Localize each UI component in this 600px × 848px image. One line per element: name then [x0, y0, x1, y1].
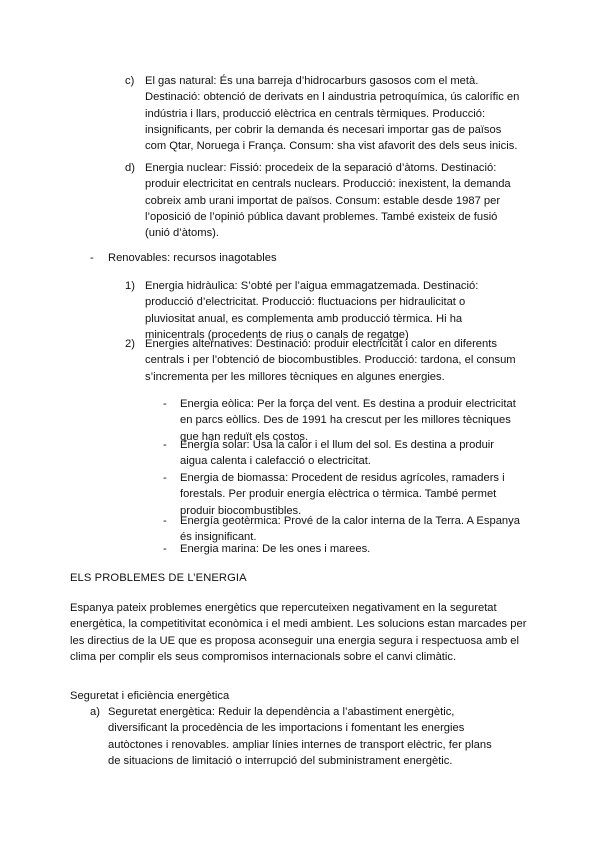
sub-bullet-text: Energía solar: Usa la calor i el llum del sol. Es destina a produir aigua calenta i calefacció o electricitat.	[180, 439, 495, 468]
list-item-text: Energies alternatives: Destinació: produir electricitat i calor en diferents centrals i per l’obtenció de biocombustibles. Producció: tardona, el consum s’incrementa per les millores tècniques en algunes energies.	[145, 338, 516, 383]
bullet-marker: -	[163, 472, 167, 484]
body-paragraph: Espanya pateix problemes energètics que repercuteixen negativament en la seguretat energètica, la competitivitat econòmica i el medi ambient. Les solucions estan marcades per les directius de la UE que es proposa aconseguir una energia segura i respectuosa amb el clima per complir els seus compromisos internacionals sobre el canvi climàtic.	[70, 602, 527, 663]
bullet-marker: -	[163, 439, 167, 451]
list-marker: c)	[125, 75, 135, 87]
sub-bullet-text: Energia marina: De les ones i marees.	[180, 543, 371, 555]
subheading: Seguretat i eficiència energètica	[70, 690, 230, 702]
bullet-text: Renovables: recursos inagotables	[108, 252, 277, 264]
bullet-marker: -	[163, 543, 167, 555]
sub-bullet-text: Energia de biomassa: Procedent de residus agrícoles, ramaders i forestals. Per produir energía elèctrica o tèrmica. També permet produir biocombustibles.	[180, 472, 505, 517]
sub-bullet-text: Energía geotèrmica: Prové de la calor interna de la Terra. A Espanya és insignificant.	[180, 515, 520, 544]
bullet-marker: -	[163, 515, 167, 527]
bullet-marker: -	[163, 398, 167, 410]
list-item-text: El gas natural: És una barreja d’hidrocarburs gasosos com el metà. Destinació: obtenció de derivats en l aindustria petroquímica, ús calorífic en indústria i llars, producció elèctrica en centrals tèrmiques. Producció: insignificants, per cobrir la demanda és necesari importar gas de països com Qtar, Noruega i França. Consum: sha vist afavorit des dels seus inicis.	[145, 75, 520, 153]
list-item-text: Seguretat energètica: Reduir la dependència a l’abastiment energètic, diversificant la procedència de les importacions i fomentant les energies autòctones i renovables. ampliar línies internes de transport elèctric, fer plans de situacions de limitació o interrupció del subministrament energètic.	[108, 706, 492, 767]
list-marker: d)	[125, 162, 135, 174]
list-marker: 1)	[125, 280, 135, 292]
list-item-text: Energia hidràulica: S’obté per l’aigua emmagatzemada. Destinació: producció d’electricitat. Producció: fluctuacions per hidraulicitat o pluviositat anual, es complementa amb producció tèrmica. Hi ha minicentrals (procedents de rius o canals de regatge)	[145, 280, 479, 341]
list-marker: a)	[90, 706, 100, 718]
list-marker: 2)	[125, 338, 135, 350]
list-item-text: Energia nuclear: Fissió: procedeix de la separació d’àtoms. Destinació: produir electricitat en centrals nuclears. Producció: inexistent, la demanda cobreix amb urani importat de països. Consum: estable desde 1987 per l’oposició de l’opinió pública davant problemes. També existeix de fusió (unió d’àtoms).	[145, 162, 511, 240]
sub-bullet-text: Energia eòlica: Per la força del vent. Es destina a produir electricitat en parcs eòllics. Des de 1991 ha crescut per les millores tècniques que han reduït els costos.	[180, 398, 516, 443]
section-heading: ELS PROBLEMES DE L’ENERGIA	[70, 572, 247, 584]
bullet-marker: -	[90, 252, 94, 264]
